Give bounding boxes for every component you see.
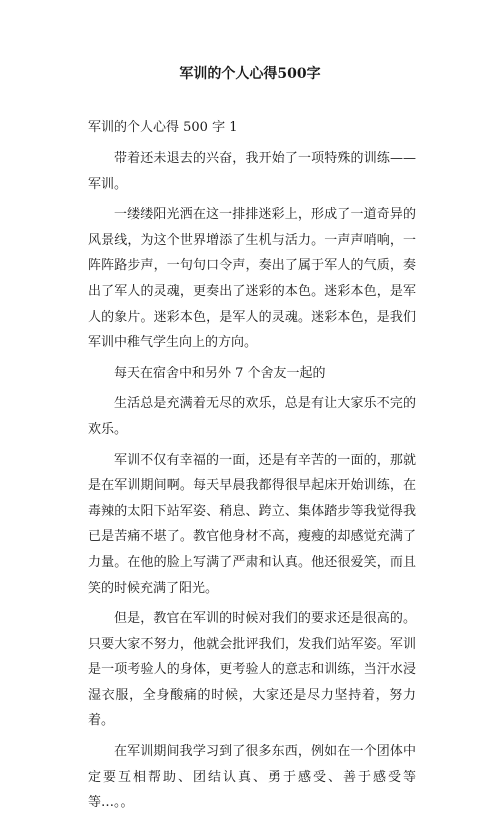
paragraph: 一缕缕阳光洒在这一排排迷彩上，形成了一道奇异的风景线，为这个世界增添了生机与活力。一声声哨响，一阵阵路步声，一句句口令声，奏出了属于军人的气质，奏出了军人的灵魂，更奏出了迷彩的本色。迷彩本色，是军人的象片。迷彩本色，是军人的灵魂。迷彩本色，是我们军训中稚气学生向上的方向。 xyxy=(88,207,416,351)
section-heading: 军训的个人心得 500 字 1 xyxy=(88,120,238,135)
paragraph: 在军训期间我学习到了很多东西，例如在一个团体中定要互相帮助、团结认真、勇于感受、善于感受等等…。。 xyxy=(88,744,416,811)
document-body xyxy=(88,146,416,821)
paragraph: 带着还未退去的兴奋，我开始了一项特殊的训练——军训。 xyxy=(88,151,416,192)
paragraph: 但是，教官在军训的时候对我们的要求还是很高的。只要大家不努力，他就会批评我们，发我们站军姿。军训是一项考验人的身体，更考验人的意志和训练，当汗水浸湿衣服，全身酸痛的时候，大家还是尽力坚持着，努力着。 xyxy=(88,611,416,729)
document-title: 军训的个人心得500字 xyxy=(179,66,321,82)
paragraph: 生活总是充满着无尽的欢乐，总是有让大家乐不完的欢乐。 xyxy=(88,396,416,437)
paragraph: 每天在宿舍中和另外 7 个舍友一起的 xyxy=(114,365,326,381)
paragraph: 军训不仅有幸福的一面，还是有辛苦的一面的，那就是在军训期间啊。每天早晨我都得很早起床开始训练，在毒辣的太阳下站军姿、稍息、跨立、集体踏步等我觉得我已是苦痛不堪了。教官他身材不高，瘦瘦的却感觉充满了力量。在他的脸上写满了严肃和认真。他还很爱笑，而且笑的时候充满了阳光。 xyxy=(88,452,416,596)
